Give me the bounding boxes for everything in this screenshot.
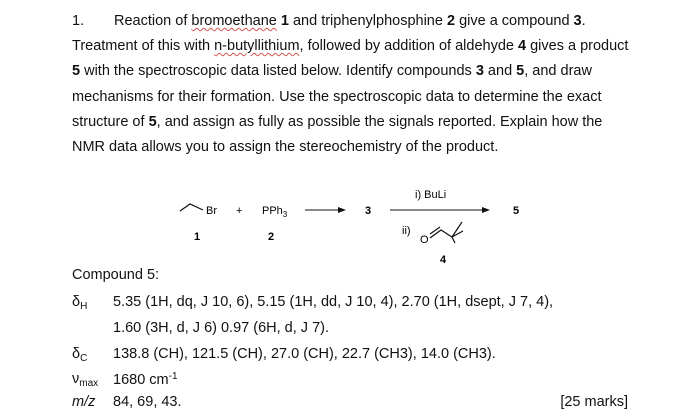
compound-ref-3: 3 <box>573 13 582 29</box>
step-i-label: i) BuLi <box>415 189 447 201</box>
delta-c-label: $\delta_C$ <box>72 346 88 364</box>
compound-5-label: 5 <box>513 205 520 217</box>
text-part: and <box>483 63 517 80</box>
compound-ref-5: 5 <box>72 63 81 80</box>
step-ii-label: ii) <box>402 225 411 237</box>
bromoethane-bond-icon <box>180 204 203 211</box>
arrowhead-2-icon <box>482 207 490 213</box>
plus-sign: + <box>236 205 243 217</box>
compound-ref-2: 2 <box>446 13 456 29</box>
butyllithium-word: n-butyllithium <box>214 38 300 55</box>
text-part: , and assign as fully as possible the signals reported. Explain how the NMR data allows you to assign the stereochemistry of the product. <box>72 113 603 156</box>
text-part: with the spectroscopic data listed below. Identify compounds <box>80 63 476 80</box>
compound-4-number: 4 <box>440 254 447 266</box>
ir-value: 1680 $cm^{-1}$ <box>113 371 178 388</box>
compound-1-number: 1 <box>194 231 201 243</box>
compound-ref-5b: 5 <box>516 63 525 80</box>
compound-3-label: 3 <box>365 205 372 217</box>
proton-nmr-line-1: 5.35 (1H, dq, J 10, 6), 5.15 (1H, dd, J 10, 4), 2.70 (1H, dsept, J 7, 4), <box>113 294 554 310</box>
text-part: . Treatment of this with <box>72 13 586 55</box>
compound-ref-3b: 3 <box>475 63 484 80</box>
text-part: Reaction of <box>114 13 192 29</box>
vmax-label: $\nu_{max}$ <box>72 371 99 389</box>
bromoethane-word: bromoethane <box>191 13 277 29</box>
text-part: , and draw mechanisms for their formation. Use the spectroscopic data to determine the exact structure of <box>72 63 602 130</box>
compound-2-number: 2 <box>268 231 275 243</box>
mass-spec-value: 84, 69, 43. <box>113 394 182 410</box>
carbon-nmr-line: 138.8 (CH), 121.5 (CH), 27.0 (CH), 22.7 (CH3), 14.0 (CH3). <box>113 346 496 362</box>
marks-label: [25 marks] <box>560 394 628 410</box>
mz-label: m/z <box>72 394 96 410</box>
compound-ref-5c: 5 <box>148 113 157 130</box>
compound-ref-1: 1 <box>280 13 289 29</box>
aldehyde-4-structure-icon <box>430 222 463 243</box>
pph3-label: PPh$_3$ <box>262 205 288 219</box>
text-part: give a compound <box>455 13 574 29</box>
compound-heading: Compound 5: <box>72 267 160 283</box>
proton-nmr-line-2: 1.60 (3H, d, J 6) 0.97 (6H, d, J 7). <box>113 320 329 336</box>
compound-ref-4: 4 <box>518 38 527 55</box>
aldehyde-double-bond-icon <box>430 227 440 234</box>
arrowhead-1-icon <box>338 207 346 213</box>
bromine-label: Br <box>206 205 217 217</box>
aldehyde-oxygen-label: O <box>420 234 429 246</box>
text-part: , followed by addition of aldehyde <box>299 38 518 55</box>
delta-h-label: $\delta_H$ <box>72 294 88 312</box>
question-number: 1. <box>72 13 85 29</box>
text-part: and triphenylphosphine <box>288 13 447 29</box>
text-part: gives a product <box>526 38 629 55</box>
